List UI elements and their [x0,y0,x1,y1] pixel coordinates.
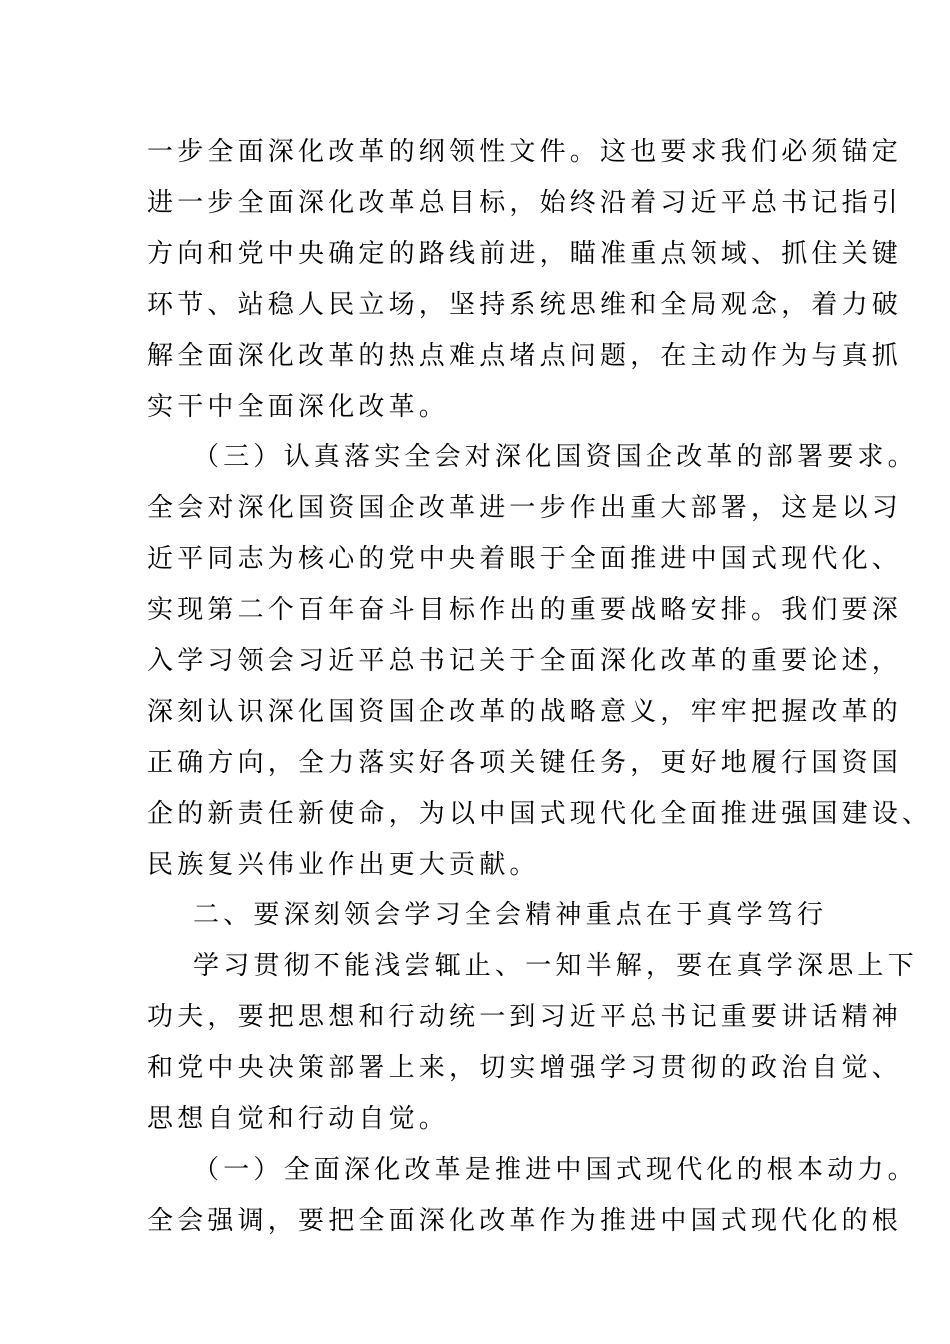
text-line: 功夫，要把思想和行动统一到习近平总书记重要讲话精神 [147,1002,903,1032]
text-line: 全会对深化国资国企改革进一步作出重大部署，这是以习 [147,493,903,523]
text-line: 全会强调，要把全面深化改革作为推进中国式现代化的根 [147,1206,903,1236]
text-line: 深刻认识深化国资国企改革的战略意义，牢牢把握改革的 [147,697,903,727]
text-line: 企的新责任新使命，为以中国式现代化全面推进强国建设、 [147,799,933,829]
text-line: 近平同志为核心的党中央着眼于全面推进中国式现代化、 [147,544,903,574]
text-line: 环节、站稳人民立场，坚持系统思维和全局观念，着力破 [147,290,903,320]
chapter-heading: 二、要深刻领会学习全会精神重点在于真学笃行 [193,900,828,930]
section-heading: （一）全面深化改革是推进中国式现代化的根本动力。 [193,1155,918,1185]
text-line: 思想自觉和行动自觉。 [147,1104,450,1134]
text-line: 一步全面深化改革的纲领性文件。这也要求我们必须锚定 [147,137,903,167]
text-line: 实干中全面深化改革。 [147,392,450,422]
text-line: 入学习领会习近平总书记关于全面深化改革的重要论述， [147,646,903,676]
text-line: 实现第二个百年奋斗目标作出的重要战略安排。我们要深 [147,595,903,625]
paragraph-start-line: 学习贯彻不能浅尝辄止、一知半解，要在真学深思上下 [193,951,918,981]
text-line: 进一步全面深化改革总目标，始终沿着习近平总书记指引 [147,188,903,218]
text-line: 正确方向，全力落实好各项关键任务，更好地履行国资国 [147,748,903,778]
text-line: 解全面深化改革的热点难点堵点问题，在主动作为与真抓 [147,341,903,371]
text-line: 民族复兴伟业作出更大贡献。 [147,850,540,880]
text-line: 和党中央决策部署上来，切实增强学习贯彻的政治自觉、 [147,1053,903,1083]
text-line: 方向和党中央确定的路线前进，瞄准重点领域、抓住关键 [147,239,903,269]
section-heading: （三）认真落实全会对深化国资国企改革的部署要求。 [193,442,918,472]
